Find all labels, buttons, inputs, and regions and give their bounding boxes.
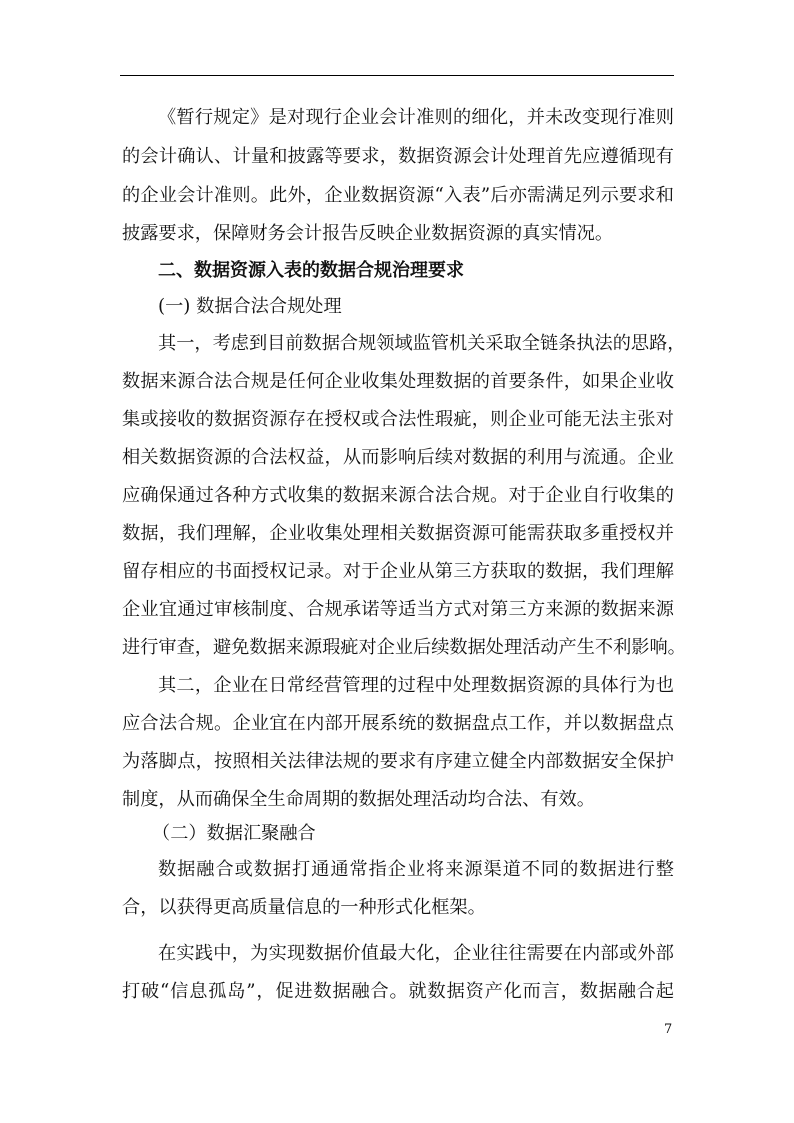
paragraph-line: 数据，我们理解，企业收集处理相关数据资源可能需获取多重授权并 xyxy=(122,523,674,544)
paragraph-line: 进行审查，避免数据来源瑕疵对企业后续数据处理活动产生不利影响。 xyxy=(122,637,686,658)
paragraph-line: 其一，考虑到目前数据合规领域监管机关采取全链条执法的思路， xyxy=(158,333,686,354)
paragraph-line: 《暂行规定》是对现行企业会计准则的细化，并未改变现行准则 xyxy=(158,107,674,128)
paragraph-line: 相关数据资源的合法权益，从而影响后续对数据的利用与流通。企业 xyxy=(122,447,674,468)
paragraph-line: 其二，企业在日常经营管理的过程中处理数据资源的具体行为也 xyxy=(158,675,674,696)
paragraph-line: 制度，从而确保全生命周期的数据处理活动均合法、有效。 xyxy=(122,789,595,810)
paragraph-line: 企业宜通过审核制度、合规承诺等适当方式对第三方来源的数据来源 xyxy=(122,599,674,620)
paragraph-line: 合，以获得更高质量信息的一种形式化框架。 xyxy=(122,897,486,918)
paragraph-line: 披露要求，保障财务会计报告反映企业数据资源的真实情况。 xyxy=(122,223,614,244)
header-rule xyxy=(120,75,674,76)
paragraph-line: 在实践中，为实现数据价值最大化，企业往往需要在内部或外部 xyxy=(158,943,674,964)
subsection-heading: (一) 数据合法合规处理 xyxy=(158,296,342,317)
paragraph-line: 的企业会计准则。此外，企业数据资源“入表”后亦需满足列示要求和 xyxy=(122,185,674,206)
paragraph-line: 应确保通过各种方式收集的数据来源合法合规。对于企业自行收集的 xyxy=(122,485,674,506)
paragraph-line: 数据来源合法合规是任何企业收集处理数据的首要条件，如果企业收 xyxy=(122,371,674,392)
page-number: 7 xyxy=(664,1022,673,1037)
paragraph-line: 打破“信息孤岛”，促进数据融合。就数据资产化而言，数据融合起 xyxy=(122,981,674,1002)
paragraph-line: 的会计确认、计量和披露等要求，数据资源会计处理首先应遵循现有 xyxy=(122,146,674,167)
paragraph-line: 应合法合规。企业宜在内部开展系统的数据盘点工作，并以数据盘点 xyxy=(122,713,674,734)
paragraph-line: 留存相应的书面授权记录。对于企业从第三方获取的数据，我们理解 xyxy=(122,561,674,582)
paragraph-line: 集或接收的数据资源存在授权或合法性瑕疵，则企业可能无法主张对 xyxy=(122,409,674,430)
subsection-heading: （二）数据汇聚融合 xyxy=(152,823,316,844)
paragraph-line: 数据融合或数据打通通常指企业将来源渠道不同的数据进行整 xyxy=(158,859,674,880)
section-heading: 二、数据资源入表的数据合规治理要求 xyxy=(158,260,464,281)
paragraph-line: 为落脚点，按照相关法律法规的要求有序建立健全内部数据安全保护 xyxy=(122,751,674,772)
